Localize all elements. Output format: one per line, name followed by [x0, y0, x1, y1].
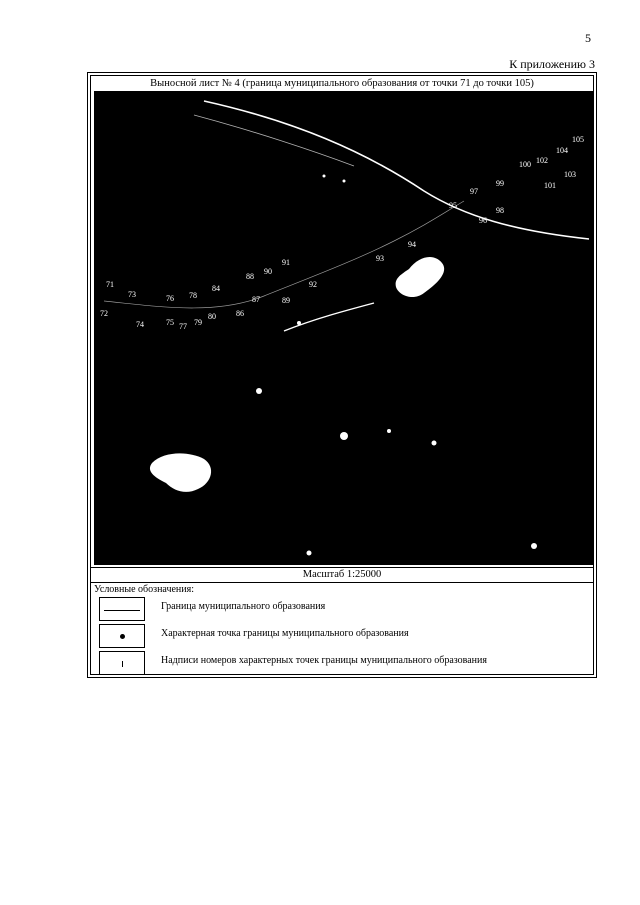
road-line: [204, 101, 589, 239]
point-label: 99: [496, 179, 504, 188]
map-title: Выносной лист № 4 (граница муниципального образования от точки 71 до точки 105): [150, 78, 534, 89]
line-icon: [99, 597, 145, 621]
point-label: 75: [166, 318, 174, 327]
legend-item-label: Надписи номеров характерных точек границы муниципального образования: [161, 655, 487, 666]
speck: [323, 175, 326, 178]
point-label: 91: [282, 258, 290, 267]
point-label: 88: [246, 272, 254, 281]
point-label: 104: [556, 146, 568, 155]
label-mark-icon: [99, 651, 145, 675]
point-label: 92: [309, 280, 317, 289]
point-label: 98: [496, 206, 504, 215]
point-label: 94: [408, 240, 416, 249]
point-label: 103: [564, 170, 576, 179]
speck: [343, 180, 346, 183]
point-label: 101: [544, 181, 556, 190]
speck: [531, 543, 537, 549]
point-label: 74: [136, 320, 144, 329]
speck: [340, 432, 348, 440]
point-label: 93: [376, 254, 384, 263]
speck: [297, 321, 301, 325]
river-line: [284, 303, 374, 331]
point-label: 95: [449, 201, 457, 210]
point-label: 79: [194, 318, 202, 327]
settlement-patch: [396, 257, 445, 297]
point-label: 71: [106, 280, 114, 289]
map-scale: Масштаб 1:25000: [91, 567, 593, 583]
satellite-map: [94, 91, 594, 565]
point-label: 100: [519, 160, 531, 169]
map-sheet-inner: [90, 75, 594, 675]
legend-item-label: Граница муниципального образования: [161, 601, 326, 612]
speck: [256, 388, 262, 394]
point-label: 97: [470, 187, 478, 196]
point-label: 84: [212, 284, 220, 293]
point-label: 87: [252, 295, 260, 304]
legend-item-label: Характерная точка границы муниципального образования: [161, 628, 409, 639]
map-sheet-frame: [87, 72, 597, 678]
speck: [307, 551, 312, 556]
annex-title: К приложению 3: [509, 57, 595, 71]
point-label: 72: [100, 309, 108, 318]
settlement-patch: [150, 453, 211, 491]
speck: [387, 429, 391, 433]
point-label: 77: [179, 322, 187, 331]
point-label: 76: [166, 294, 174, 303]
point-label: 96: [479, 216, 487, 225]
point-label: 105: [572, 135, 584, 144]
point-label: 90: [264, 267, 272, 276]
point-label: 73: [128, 290, 136, 299]
point-label: 102: [536, 156, 548, 165]
speck: [432, 441, 437, 446]
page-number: 5: [585, 31, 591, 45]
legend-title: Условные обозначения:: [94, 584, 195, 595]
point-label: 89: [282, 296, 290, 305]
dot-icon: [99, 624, 145, 648]
point-label: 86: [236, 309, 244, 318]
map-canvas: [94, 91, 594, 565]
point-label: 80: [208, 312, 216, 321]
point-label: 78: [189, 291, 197, 300]
